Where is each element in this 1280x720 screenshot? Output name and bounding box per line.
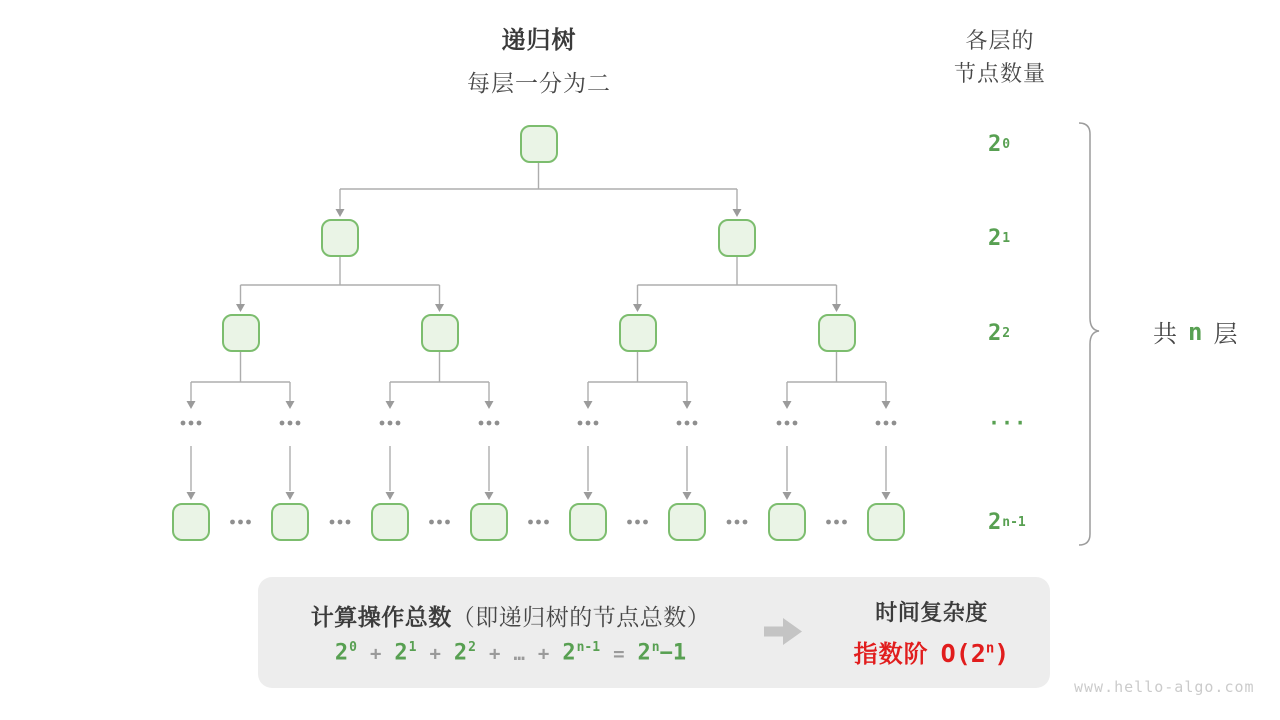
ellipsis-dot bbox=[296, 421, 301, 426]
exponent: n-1 bbox=[576, 640, 601, 656]
n-variable: n bbox=[1188, 317, 1203, 346]
tree-node bbox=[271, 503, 309, 541]
ellipsis-dot bbox=[429, 520, 434, 525]
operation-count-title-note: （即递归树的节点总数） bbox=[451, 604, 711, 631]
tree-node bbox=[818, 314, 856, 352]
ellipsis-dot bbox=[230, 520, 235, 525]
label-base: 2 bbox=[988, 225, 1002, 251]
time-complexity-title: 时间复杂度 bbox=[875, 600, 988, 625]
big-o-notation: O(2$^n$) bbox=[940, 639, 1010, 668]
label-base: ··· bbox=[988, 411, 1028, 435]
tree-node bbox=[619, 314, 657, 352]
ellipsis-dot bbox=[735, 520, 740, 525]
ellipsis-dot bbox=[635, 520, 640, 525]
arrowheads bbox=[187, 209, 891, 500]
exponent: 1 bbox=[408, 640, 417, 656]
label-base: 2 bbox=[988, 320, 1002, 346]
ellipsis-dot bbox=[743, 520, 748, 525]
ellipsis-dot bbox=[288, 421, 293, 426]
ellipsis-dot bbox=[884, 421, 889, 426]
ellipsis-dot bbox=[892, 421, 897, 426]
tree-node bbox=[371, 503, 409, 541]
formula-result-term: $2^n-1$ bbox=[637, 640, 687, 666]
ellipsis-dot bbox=[536, 520, 541, 525]
ellipsis-dot bbox=[793, 421, 798, 426]
formula-operator: + bbox=[537, 642, 550, 665]
formula-term: $2^1$ bbox=[394, 640, 417, 666]
ellipsis-dot bbox=[777, 421, 782, 426]
ellipsis-dot bbox=[544, 520, 549, 525]
tree-node bbox=[470, 503, 508, 541]
exponent: n bbox=[985, 640, 995, 657]
level-count-label-last bbox=[988, 506, 1026, 538]
formula-operator: + bbox=[489, 642, 501, 665]
diagram-title-block bbox=[378, 20, 700, 98]
tree-node bbox=[520, 125, 558, 163]
operation-count-title-bold: 计算操作总数 bbox=[310, 604, 452, 631]
ellipsis-dot bbox=[876, 421, 881, 426]
ellipsis-dot bbox=[677, 421, 682, 426]
ellipsis-dot bbox=[627, 520, 632, 525]
level-count-label-2 bbox=[988, 317, 1010, 349]
total-levels-label bbox=[1153, 314, 1237, 349]
summary-box bbox=[258, 577, 1050, 688]
tree-node bbox=[768, 503, 806, 541]
time-complexity-block bbox=[813, 577, 1050, 688]
ellipsis-dot bbox=[479, 421, 484, 426]
diagram-subtitle: 每层一分为二 bbox=[467, 70, 611, 96]
brace bbox=[1079, 123, 1099, 545]
ellipsis-dot bbox=[578, 421, 583, 426]
level-count-label-ellipsis bbox=[988, 407, 1027, 439]
ellipsis-dot bbox=[487, 421, 492, 426]
operation-count-title bbox=[311, 599, 711, 632]
right-arrow-icon bbox=[764, 616, 804, 647]
levels-column-header bbox=[900, 24, 1100, 90]
ellipsis-dot bbox=[197, 421, 202, 426]
tree-node bbox=[222, 314, 260, 352]
operation-count-block bbox=[258, 577, 763, 688]
levels-header-line2: 节点数量 bbox=[953, 61, 1046, 86]
formula-equals: = bbox=[613, 642, 625, 665]
exponent: 0 bbox=[349, 640, 357, 656]
watermark: www.hello-algo.com bbox=[1074, 678, 1255, 696]
ellipsis-dot bbox=[528, 520, 533, 525]
ellipsis-dot bbox=[346, 520, 351, 525]
ellipsis-dot bbox=[685, 421, 690, 426]
connector-lines bbox=[191, 163, 886, 491]
time-complexity-value bbox=[854, 634, 1010, 669]
ellipsis-dot bbox=[238, 520, 243, 525]
exponent: 0 bbox=[1002, 136, 1011, 152]
tree-node bbox=[321, 219, 359, 257]
complexity-class-label: 指数阶 bbox=[853, 641, 929, 668]
label-base: 2 bbox=[988, 131, 1002, 157]
ellipsis-dot bbox=[396, 421, 401, 426]
tree-node bbox=[668, 503, 706, 541]
label-base: 2 bbox=[988, 509, 1002, 535]
tree-node bbox=[718, 219, 756, 257]
ellipsis-dot bbox=[445, 520, 450, 525]
ellipsis-dot bbox=[727, 520, 732, 525]
tree-node bbox=[421, 314, 459, 352]
tree-node bbox=[569, 503, 607, 541]
ellipsis-dot bbox=[437, 520, 442, 525]
ellipsis-dot bbox=[643, 520, 648, 525]
formula-operator: + bbox=[429, 642, 441, 665]
ellipsis-dot bbox=[785, 421, 790, 426]
ellipsis-dot bbox=[826, 520, 831, 525]
ellipsis-dot bbox=[338, 520, 343, 525]
formula-term: 2$^{n-1}$ bbox=[562, 640, 601, 666]
ellipsis-dot bbox=[380, 421, 385, 426]
ellipsis-dot bbox=[842, 520, 847, 525]
formula-operator: + bbox=[369, 642, 382, 665]
exponent: n-1 bbox=[1002, 514, 1026, 530]
ellipsis-dot bbox=[189, 421, 194, 426]
ellipsis-dot bbox=[495, 421, 500, 426]
label-text: 层 bbox=[1213, 321, 1238, 348]
tree-node bbox=[867, 503, 905, 541]
ellipsis-dot bbox=[181, 421, 186, 426]
geometric-series-formula bbox=[335, 640, 686, 665]
exponent: n bbox=[651, 640, 660, 656]
diagram-title: 递归树 bbox=[501, 27, 577, 54]
formula-ellipsis: … bbox=[513, 642, 525, 665]
ellipsis-dot bbox=[834, 520, 839, 525]
exponent: 1 bbox=[1002, 230, 1011, 246]
ellipsis-dot bbox=[594, 421, 599, 426]
levels-header-line1: 各层的 bbox=[965, 28, 1035, 53]
ellipsis-dot bbox=[388, 421, 393, 426]
ellipsis-dot bbox=[330, 520, 335, 525]
level-count-label-0 bbox=[988, 128, 1010, 160]
exponent: 2 bbox=[468, 640, 476, 656]
level-count-label-1 bbox=[988, 222, 1010, 254]
ellipsis-dot bbox=[246, 520, 251, 525]
formula-term: $2^2$ bbox=[453, 640, 476, 666]
tree-node bbox=[172, 503, 210, 541]
ellipsis-dot bbox=[586, 421, 591, 426]
formula-term: $2^0$ bbox=[334, 640, 357, 666]
ellipsis-dot bbox=[280, 421, 285, 426]
ellipsis-dot bbox=[693, 421, 698, 426]
label-text: 共 bbox=[1153, 321, 1177, 348]
exponent: 2 bbox=[1002, 325, 1011, 341]
